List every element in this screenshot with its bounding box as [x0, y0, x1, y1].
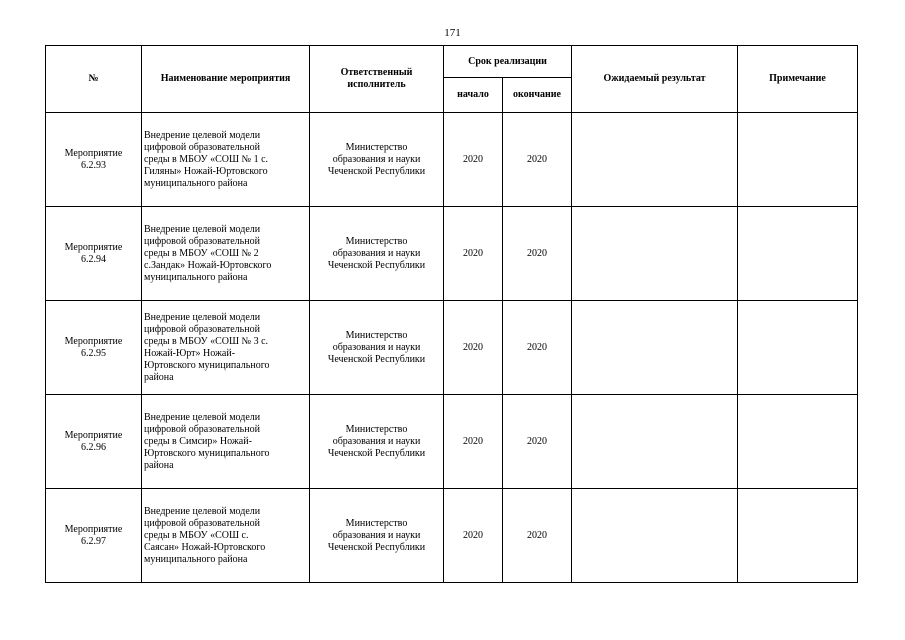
- cell-result: [572, 301, 738, 395]
- cell-name: Внедрение целевой модели цифровой образовательной среды в МБОУ «СОШ № 3 с. Ножай-Юрт» Ножай- Юртовского муниципального района: [142, 301, 310, 395]
- activities-table: [45, 45, 858, 583]
- cell-num: Мероприятие 6.2.93: [46, 113, 142, 207]
- table-row: [46, 301, 858, 395]
- cell-start: 2020: [444, 207, 503, 301]
- cell-executor: Министерство образования и науки Чеченской Республики: [310, 301, 444, 395]
- cell-end: 2020: [503, 489, 572, 583]
- cell-start: 2020: [444, 489, 503, 583]
- header-name: Наименование мероприятия: [142, 46, 310, 113]
- header-period: Срок реализации: [444, 46, 572, 78]
- cell-note: [738, 489, 858, 583]
- header-result: Ожидаемый результат: [572, 46, 738, 113]
- table-row: [46, 207, 858, 301]
- table-row: [46, 489, 858, 583]
- cell-note: [738, 113, 858, 207]
- cell-num: Мероприятие 6.2.96: [46, 395, 142, 489]
- cell-end: 2020: [503, 301, 572, 395]
- cell-note: [738, 207, 858, 301]
- cell-num: Мероприятие 6.2.94: [46, 207, 142, 301]
- cell-result: [572, 207, 738, 301]
- table-row: [46, 113, 858, 207]
- cell-end: 2020: [503, 207, 572, 301]
- cell-start: 2020: [444, 113, 503, 207]
- cell-executor: Министерство образования и науки Чеченской Республики: [310, 489, 444, 583]
- cell-note: [738, 395, 858, 489]
- cell-start: 2020: [444, 395, 503, 489]
- cell-name: Внедрение целевой модели цифровой образовательной среды в МБОУ «СОШ № 2 с.Зандак» Ножай-Юртовского муниципального района: [142, 207, 310, 301]
- header-row: [46, 46, 858, 78]
- header-end: окончание: [503, 78, 572, 113]
- cell-end: 2020: [503, 395, 572, 489]
- table-row: [46, 395, 858, 489]
- cell-name: Внедрение целевой модели цифровой образовательной среды в МБОУ «СОШ с. Саясан» Ножай-Юртовского муниципального района: [142, 489, 310, 583]
- cell-start: 2020: [444, 301, 503, 395]
- cell-end: 2020: [503, 113, 572, 207]
- page-number: 171: [444, 27, 461, 39]
- cell-note: [738, 301, 858, 395]
- cell-result: [572, 395, 738, 489]
- cell-executor: Министерство образования и науки Чеченской Республики: [310, 113, 444, 207]
- cell-name: Внедрение целевой модели цифровой образовательной среды в Симсир» Ножай- Юртовского муниципального района: [142, 395, 310, 489]
- cell-name: Внедрение целевой модели цифровой образовательной среды в МБОУ «СОШ № 1 с. Гиляны» Ножай-Юртовского муниципального района: [142, 113, 310, 207]
- header-start: начало: [444, 78, 503, 113]
- header-num: №: [46, 46, 142, 113]
- cell-num: Мероприятие 6.2.95: [46, 301, 142, 395]
- cell-executor: Министерство образования и науки Чеченской Республики: [310, 395, 444, 489]
- cell-result: [572, 489, 738, 583]
- header-note: Примечание: [738, 46, 858, 113]
- header-executor: Ответственный исполнитель: [310, 46, 444, 113]
- cell-executor: Министерство образования и науки Чеченской Республики: [310, 207, 444, 301]
- cell-result: [572, 113, 738, 207]
- cell-num: Мероприятие 6.2.97: [46, 489, 142, 583]
